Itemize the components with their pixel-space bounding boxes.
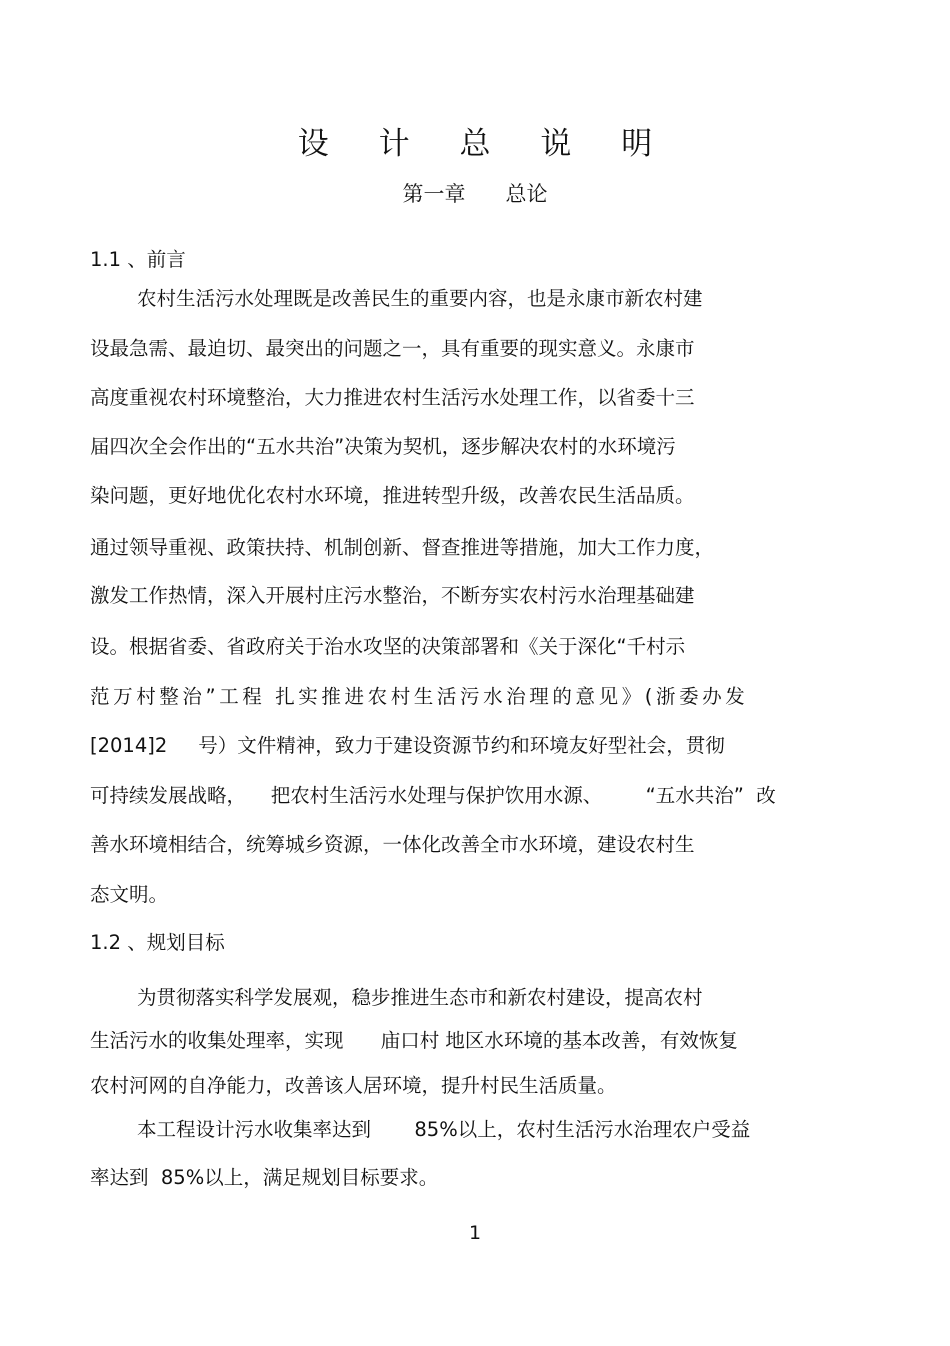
paragraph-line: 农村河网的自净能力，改善该人居环境，提升村民生活质量。 [90, 1074, 617, 1097]
paragraph-line: 农村生活污水处理既是改善民生的重要内容，也是永康市新农村建 [137, 287, 703, 310]
paragraph-line: 生活污水的收集处理率，实现 庙口村 地区水环境的基本改善，有效恢复 [90, 1029, 738, 1052]
section-heading-goals: 1.2 、规划目标 [90, 931, 225, 954]
paragraph-line: 率达到 85%以上，满足规划目标要求。 [90, 1166, 439, 1189]
document-title: 设 计 总 说 明 [297, 126, 673, 162]
paragraph-line: 范万村整治”工程 扎实推进农村生活污水治理的意见》(浙委办发 [90, 685, 749, 708]
paragraph-line: 设。根据省委、省政府关于治水攻坚的决策部署和《关于深化“千村示 [90, 635, 686, 658]
paragraph-line: 高度重视农村环境整治，大力推进农村生活污水处理工作，以省委十三 [90, 386, 695, 409]
paragraph-line: 态文明。 [90, 883, 169, 906]
paragraph-line: 染问题，更好地优化农村水环境，推进转型升级，改善农民生活品质。 [90, 484, 695, 507]
paragraph-line: 本工程设计污水收集率达到 85%以上，农村生活污水治理农户受益 [137, 1118, 751, 1141]
paragraph-line: [2014]2 号）文件精神，致力于建设资源节约和环境友好型社会，贯彻 [90, 734, 725, 757]
paragraph-line: 激发工作热情，深入开展村庄污水整治，不断夯实农村污水治理基础建 [90, 584, 695, 607]
paragraph-line: 届四次全会作出的“五水共治”决策为契机，逐步解决农村的水环境污 [90, 435, 676, 458]
paragraph-line: 可持续发展战略， 把农村生活污水处理与保护饮用水源、 “五水共治” 改 [90, 784, 776, 807]
paragraph-line: 善水环境相结合，统筹城乡资源，一体化改善全市水环境，建设农村生 [90, 833, 695, 856]
chapter-heading: 第一章 总论 [402, 182, 548, 206]
section-heading-preface: 1.1 、前言 [90, 248, 186, 271]
page-number: 1 [468, 1222, 482, 1244]
paragraph-line: 为贯彻落实科学发展观，稳步推进生态市和新农村建设，提高农村 [137, 986, 703, 1009]
paragraph-line: 设最急需、最迫切、最突出的问题之一，具有重要的现实意义。永康市 [90, 337, 695, 360]
paragraph-line: 通过领导重视、政策扶持、机制创新、督查推进等措施，加大工作力度， [90, 536, 715, 559]
